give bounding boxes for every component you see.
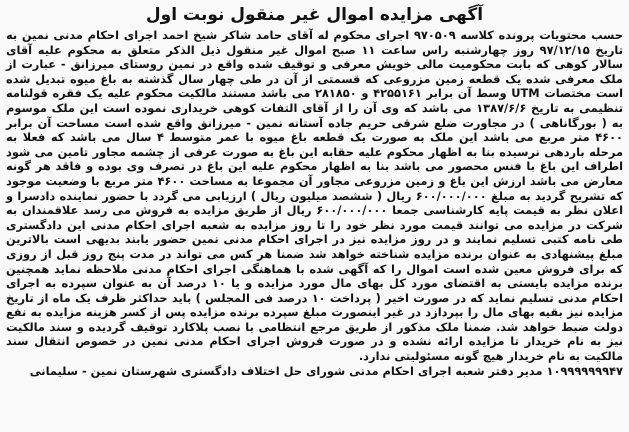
notice-footer: ۱۰۹۹۹۹۹۹۹۴۷ مدیر دفتر شعبه اجرای احکام مدنی شورای حل اختلاف دادگستری شهرستان نمین - سلیمانی (29, 363, 623, 378)
notice-body: حسب محتویات پرونده کلاسه ۹۷۰۵۰۹ اجرای محکوم له آقای حامد شاکر شیخ احمد اجرای احکام مدنی نمین به تاریخ ۹۷/۱۲/۱۵ روز چهارشنبه راس ساعت ۱۱ صبح اموال غیر منقول ذیل الذکر متعلق به محکوم علیه آقای سالار کوهی که بابت محکومیت مالی خویش معرفی و توقیف شده واقع در نمین روستای میرزانق - عبارت از ملک معرفی شده یک قطعه زمین مزروعی که قسمتی از آن در طی چهار سال گذشته به باغ میوه تبدیل شده است مختصات UTM وسط آن برابر ۴۲۵۵۱۶۱ و ۲۸۱۸۵۰ می باشد مستند مالکیت محکوم علیه یک فقره قولنامه تنظیمی به تاریخ ۱۳۸۷/۶/۶ می باشد که وی آن را از آقای التفات کوهی خریداری نموده است این ملک موسوم به ( بورگاناهی ) در مجاورت ضلع شرقی حریم جاده آستانه نمین - میرزانق واقع شده است مساحت آن برابر ۴۶۰۰ متر مربع می باشد این ملک به صورت یک قطعه باغ میوه با عمر متوسط ۴ سال می باشد که فعلا به مرحله باردهی نرسیده بنا به اظهار محکوم علیه حقابه این باغ به صورت عرفی از چشمه مجاور تامین می شود اطراف این باغ با فنس محصور می باشد بنا به اظهار محکوم علیه این باغ در تصرف وی بوده و فاقد هر گونه معارض می باشد ارزش این باغ و زمین مزروعی مجاور آن مجموعا به مساحت ۴۶۰۰ متر مربع با وضعیت موجود که تشریح گردید به مبلغ ۶۰۰/۰۰۰/۰۰۰ ریال ( ششصد میلیون ریال ) ارزیابی می گردد با حضور نماینده دادسرا و اعلان نظر به قیمت پایه کارشناسی جمعا ۶۰۰/۰۰۰/۰۰۰ ریال از طریق مزایده به فروش می رسد علاقمندان به شرکت در مزایده می توانند قیمت مورد نظر خود را تا روز مزایده به شعبه اجرای احکام مدنی این دادگستری طی نامه کتبی تسلیم نمایند و در روز مزایده نیز در اجرای احکام مدنی نمین حضور یابند بدیهی است بالاترین مبلغ پیشنهادی به عنوان برنده مزایده شناخته خواهد شد ضمنا هر کس می تواند در مدت پنج روز قبل از روزی که برای فروش معین شده است اموال را که آگهی شده با هماهنگی اجرای احکام مدنی ملاحظه نماید همچنین برنده مزایده بایستی به اقتضای مورد کل بهای مال مورد مزایده و یا ۱۰ درصد آن به عنوان سپرده به اجرای احکام مدنی تسلیم نماید که در صورت اخیر ( پرداخت ۱۰ درصد فی المجلس ) باید حداکثر ظرف یک ماه از تاریخ مزایده نیز بقیه بهای مال را بپردازد در غیر اینصورت مبلغ سپرده برنده مزایده پس از کسر هزینه مزایده به نفع دولت ضبط خواهد شد. ضمنا ملک مذکور از طریق مرجع انتظامی با نصب پلاکارد توقیف گردیده و سند مالکیت نیز به نام خریدار تا مزایده ارائه نشده و در صورت فروش اجرای احکام مدنی نمین در خصوص انتقال سند مالکیت به نام خریدار هیچ گونه مسئولیتی ندارد. (6, 28, 624, 364)
notice-title: آگهی مزایده اموال غیر منقول نوبت اول (145, 5, 484, 25)
